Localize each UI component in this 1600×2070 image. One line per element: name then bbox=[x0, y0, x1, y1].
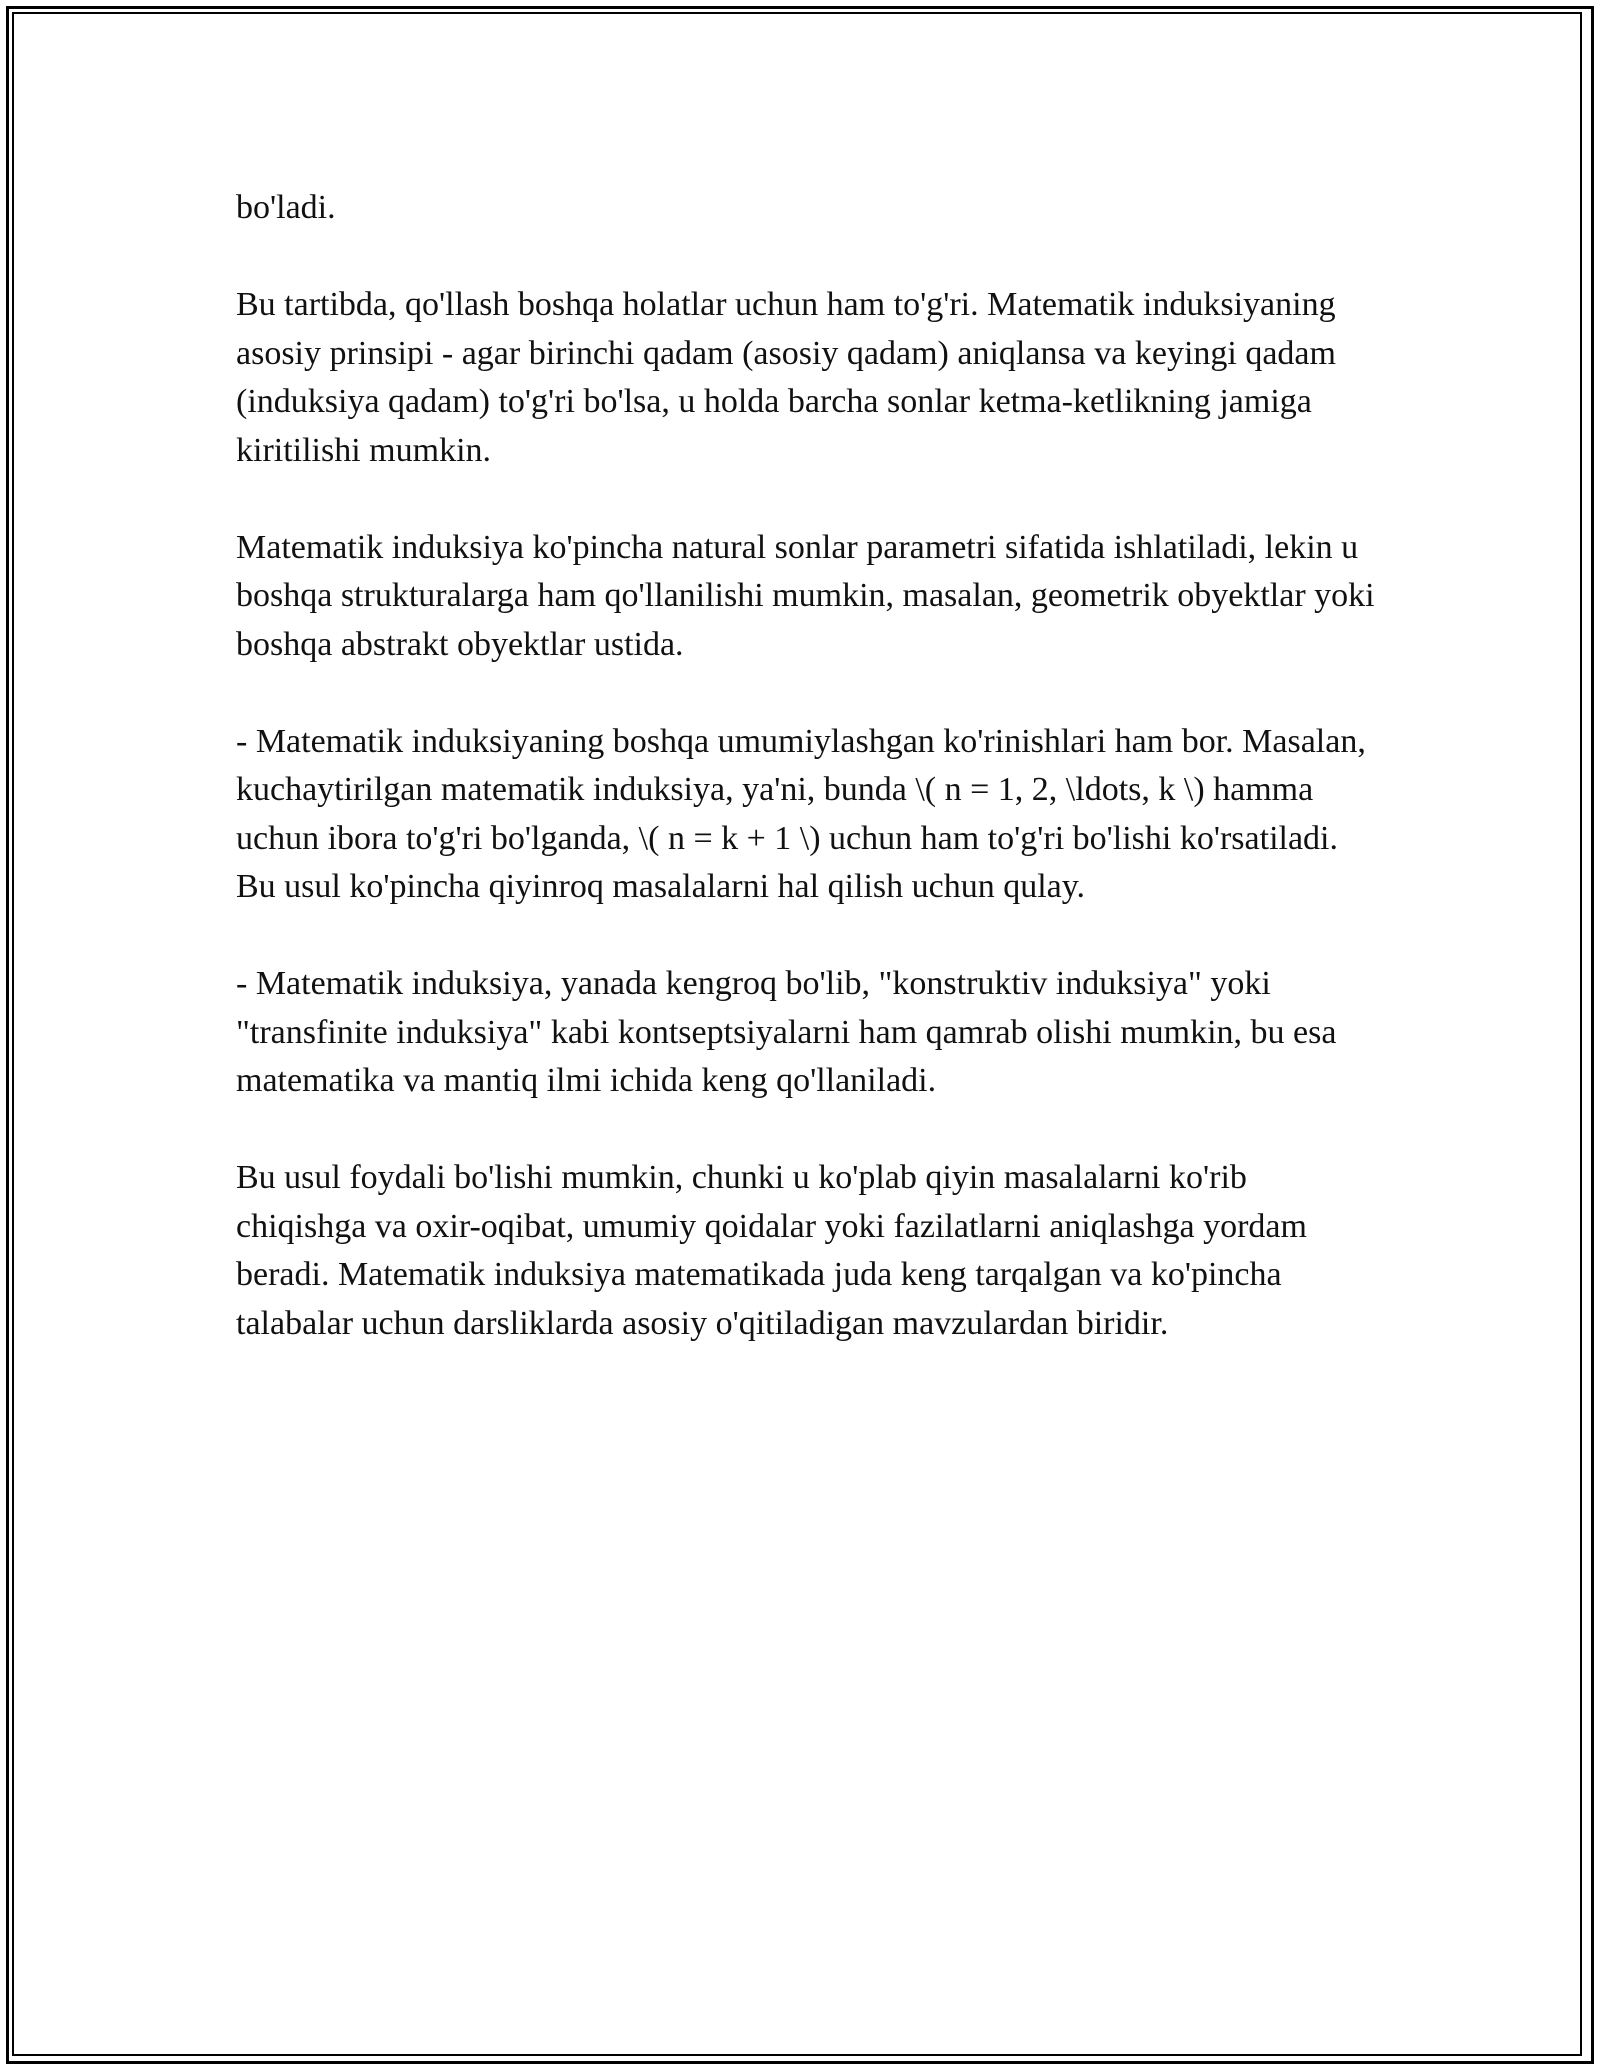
paragraph: Bu tartibda, qo'llash boshqa holatlar uchun ham to'g'ri. Matematik induksiyaning asosiy prinsipi - agar birinchi qadam (asosiy qadam) aniqlansa va keyingi qadam (induksiya qadam) to'g'ri bo'lsa, u holda barcha sonlar ketma-ketlikning jamiga kiritilishi mumkin. bbox=[236, 286, 1336, 469]
paragraph: - Matematik induksiyaning boshqa umumiylashgan ko'rinishlari ham bor. Masalan, kuchaytirilgan matematik induksiya, ya'ni, bunda \( n = 1, 2, \ldots, k \) hamma uchun ibora to'g'ri bo'lganda, \( n = k + 1 \) uchun ham to'g'ri bo'lishi ko'rsatiladi. Bu usul ko'pincha qiyinroq masalalarni hal qilish uchun qulay. bbox=[236, 722, 1366, 905]
paragraph: bo'ladi. bbox=[236, 189, 336, 226]
document-body bbox=[236, 184, 1376, 1397]
paragraph: Matematik induksiya ko'pincha natural sonlar parametri sifatida ishlatiladi, lekin u boshqa strukturalarga ham qo'llanilishi mumkin, masalan, geometrik obyektlar yoki boshqa abstrakt obyektlar ustida. bbox=[236, 528, 1375, 663]
paragraph: Bu usul foydali bo'lishi mumkin, chunki u ko'plab qiyin masalalarni ko'rib chiqishga va oxir-oqibat, umumiy qoidalar yoki fazilatlarni aniqlashga yordam beradi. Matematik induksiya matematikada juda keng tarqalgan va ko'pincha talabalar uchun darsliklarda asosiy o'qitiladigan mavzulardan biridir. bbox=[236, 1159, 1307, 1342]
paragraph: - Matematik induksiya, yanada kengroq bo'lib, "konstruktiv induksiya" yoki "transfinite induksiya" kabi kontseptsiyalarni ham qamrab olishi mumkin, bu esa matematika va mantiq ilmi ichida keng qo'llaniladi. bbox=[236, 965, 1337, 1099]
